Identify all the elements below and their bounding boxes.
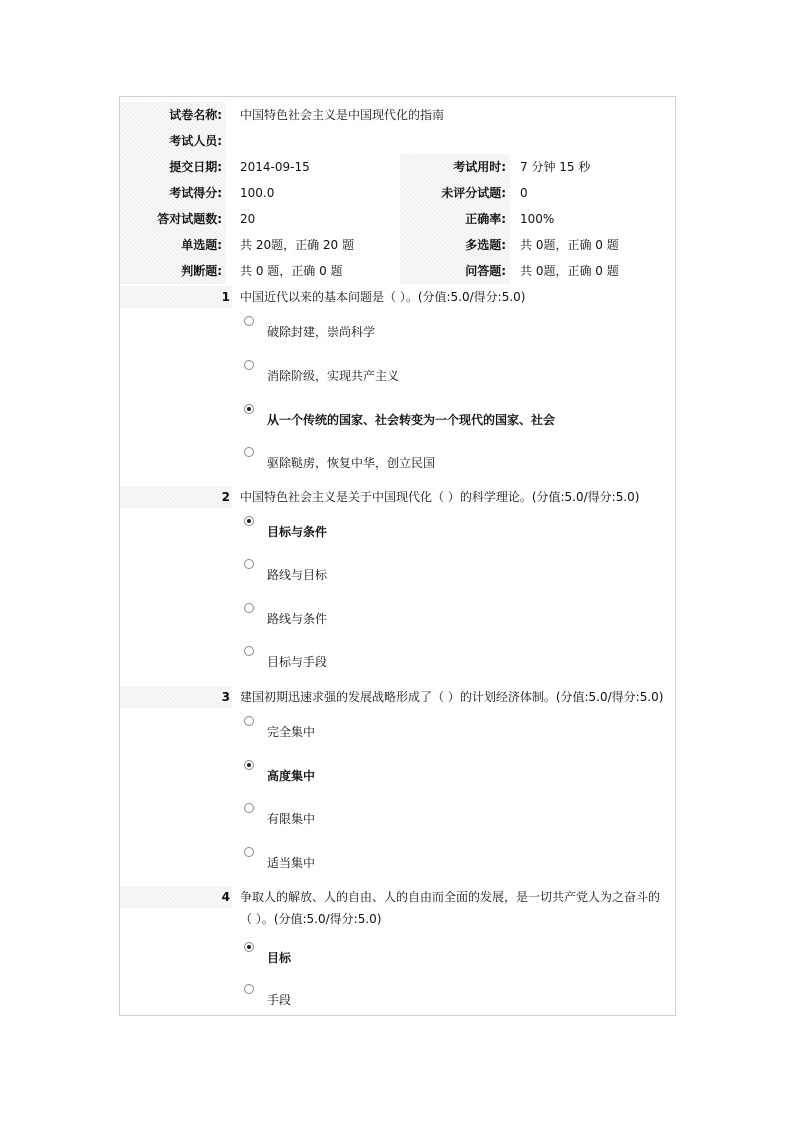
single-choice-label: 单选题: <box>120 232 226 258</box>
option-text: 完全集中 <box>267 725 316 739</box>
question-number: 2 <box>120 486 232 508</box>
correct-count-row <box>120 206 676 232</box>
question-3 <box>120 686 676 876</box>
option-text: 目标与手段 <box>267 655 328 669</box>
radio-icon[interactable] <box>244 847 254 857</box>
submit-date-value: 2014-09-15 <box>240 160 310 174</box>
question-text-line-1: 争取人的解放、人的自由、人的自由而全面的发展，是一切共产党人为之奋斗的 <box>240 890 661 904</box>
option-text: 路线与目标 <box>267 568 328 582</box>
multi-choice-label: 多选题: <box>400 232 510 258</box>
option-text: 目标与条件 <box>267 525 328 539</box>
option-text: 目标 <box>267 951 292 965</box>
multi-choice-value: 共 0题，正确 0 题 <box>520 238 619 252</box>
question-text: 中国特色社会主义是关于中国现代化（ ）的科学理论。(分值:5.0/得分:5.0) <box>240 490 640 504</box>
radio-icon[interactable] <box>244 646 254 656</box>
option-text: 有限集中 <box>267 812 316 826</box>
radio-icon[interactable] <box>244 316 254 326</box>
question-text: 建国初期迅速求强的发展战略形成了（ ）的计划经济体制。(分值:5.0/得分:5.0) <box>240 690 664 704</box>
radio-icon[interactable] <box>244 559 254 569</box>
radio-icon[interactable] <box>244 984 254 994</box>
question-2 <box>120 486 676 676</box>
judge-label: 判断题: <box>120 258 226 284</box>
radio-selected-icon[interactable] <box>244 404 254 414</box>
question-text: 中国近代以来的基本问题是（ ）。(分值:5.0/得分:5.0) <box>240 290 526 304</box>
ungraded-label: 未评分试题: <box>400 180 510 206</box>
time-used-label: 考试用时: <box>400 154 510 180</box>
single-choice-value: 共 20题，正确 20 题 <box>240 238 354 252</box>
option-text: 破除封建，崇尚科学 <box>267 325 376 339</box>
option-text: 路线与条件 <box>267 612 328 626</box>
radio-icon[interactable] <box>244 447 254 457</box>
option-text: 消除阶级，实现共产主义 <box>267 369 400 383</box>
option-text: 驱除鞑虏，恢复中华，创立民国 <box>267 456 436 470</box>
time-used-value: 7 分钟 15 秒 <box>520 160 591 174</box>
correct-count-value: 20 <box>240 212 256 226</box>
option-text: 手段 <box>267 993 292 1007</box>
question-4 <box>120 886 676 1016</box>
examinee-row <box>120 128 676 154</box>
score-label: 考试得分: <box>120 180 226 206</box>
question-number: 4 <box>120 886 232 908</box>
qa-value: 共 0题，正确 0 题 <box>520 264 619 278</box>
single-choice-row <box>120 232 676 258</box>
option-text: 适当集中 <box>267 856 316 870</box>
radio-selected-icon[interactable] <box>244 516 254 526</box>
option-text: 从一个传统的国家、社会转变为一个现代的国家、社会 <box>267 413 556 427</box>
question-1 <box>120 286 676 476</box>
question-number: 3 <box>120 686 232 708</box>
correct-count-label: 答对试题数: <box>120 206 226 232</box>
radio-selected-icon[interactable] <box>244 942 254 952</box>
question-number: 1 <box>120 286 232 308</box>
radio-icon[interactable] <box>244 716 254 726</box>
radio-selected-icon[interactable] <box>244 760 254 770</box>
radio-icon[interactable] <box>244 360 254 370</box>
paper-name-label: 试卷名称: <box>120 102 226 128</box>
paper-name-row <box>120 102 676 128</box>
accuracy-value: 100% <box>520 212 555 226</box>
question-text <box>240 886 670 930</box>
submit-date-row <box>120 154 676 180</box>
ungraded-value: 0 <box>520 186 528 200</box>
judge-value: 共 0 题，正确 0 题 <box>240 264 343 278</box>
paper-name-value: 中国特色社会主义是中国现代化的指南 <box>240 108 445 122</box>
score-value: 100.0 <box>240 186 275 200</box>
option-text: 高度集中 <box>267 769 316 783</box>
radio-icon[interactable] <box>244 603 254 613</box>
radio-icon[interactable] <box>244 803 254 813</box>
accuracy-label: 正确率: <box>400 206 510 232</box>
question-text-line-2: （ ）。(分值:5.0/得分:5.0) <box>240 912 382 926</box>
qa-label: 问答题: <box>400 258 510 284</box>
judge-row <box>120 258 676 284</box>
score-row <box>120 180 676 206</box>
submit-date-label: 提交日期: <box>120 154 226 180</box>
examinee-label: 考试人员: <box>120 128 226 154</box>
exam-result-frame <box>119 96 676 1016</box>
